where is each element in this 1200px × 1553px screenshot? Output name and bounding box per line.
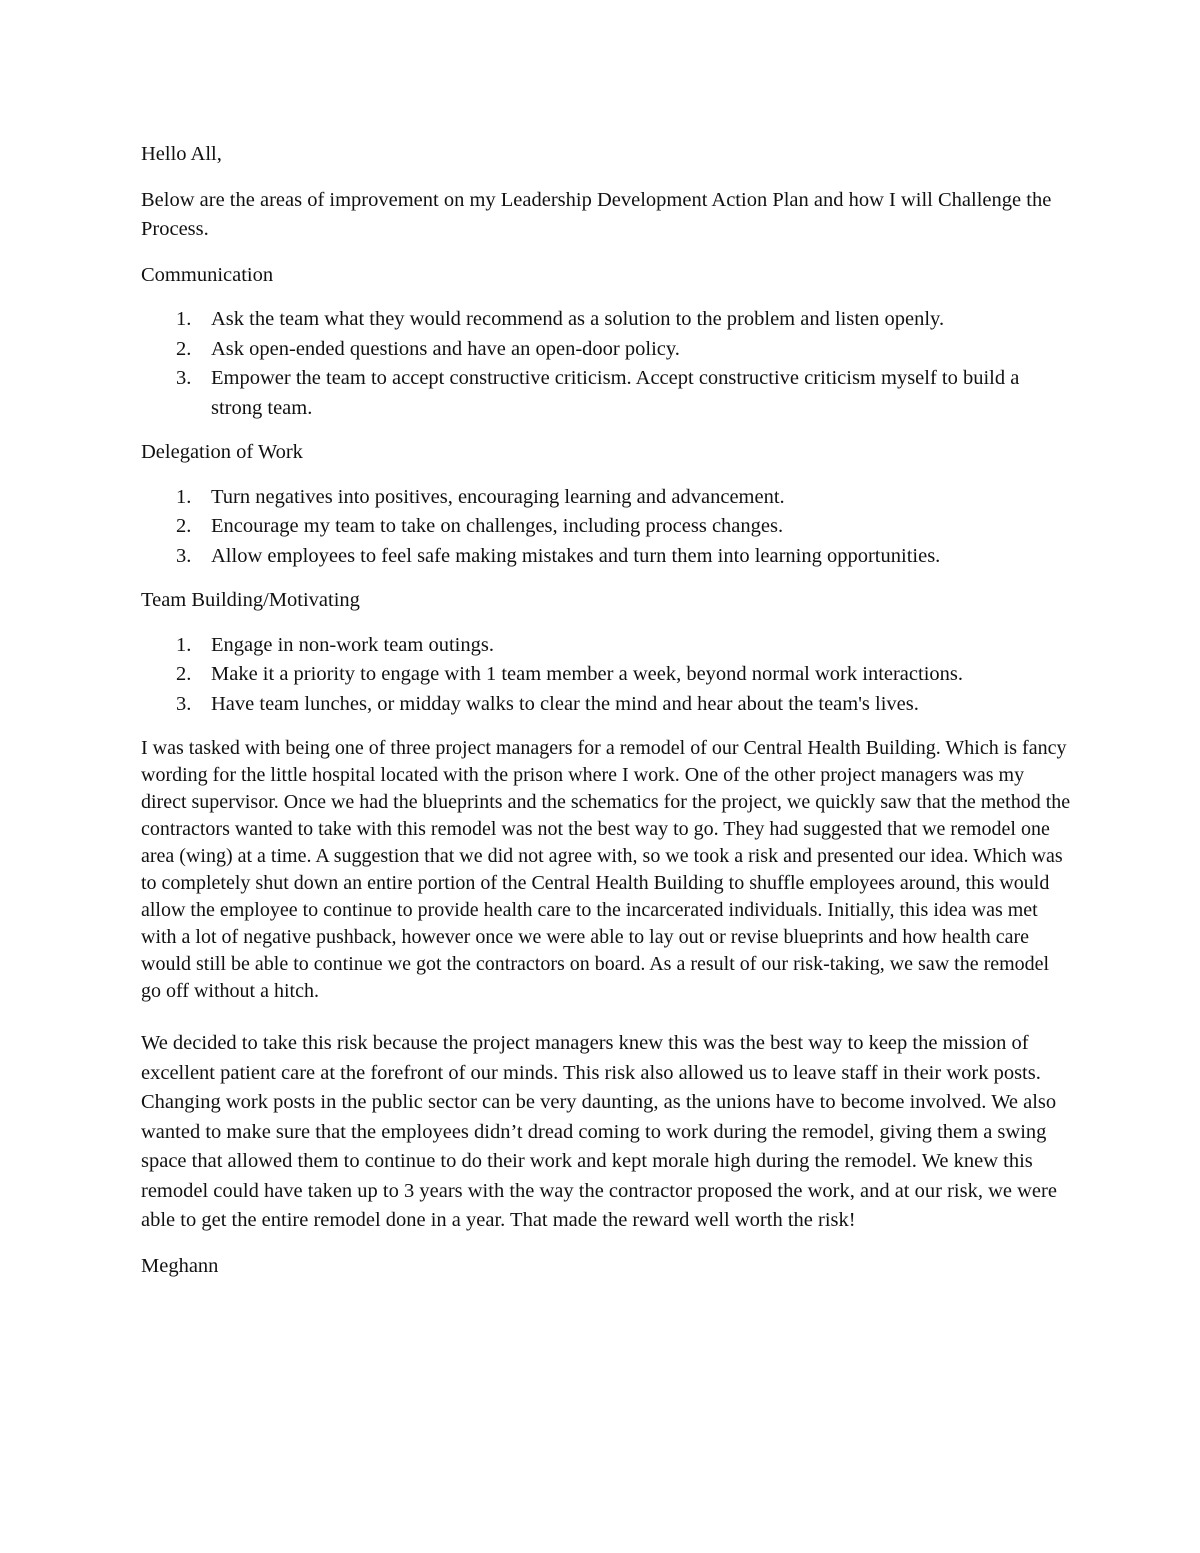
narrative-paragraph: I was tasked with being one of three project managers for a remodel of our Central Health Building. Which is fancy wording for the little hospital located with the prison where I work. One of the other project managers was my direct supervisor. Once we had the blueprints and the schematics for the project, we quickly saw that the method the contractors wanted to take with this remodel was not the best way to go. They had suggested that we remodel one area (wing) at a time. A suggestion that we did not agree with, so we took a risk and presented our idea. Which was to completely shut down an entire portion of the Central Health Building to shuffle employees around, this would allow the employee to continue to provide health care to the incarcerated individuals. Initially, this idea was met with a lot of negative pushback, however once we were able to lay out or revise blueprints and how health care would still be able to continue we got the contractors on board. As a result of our risk-taking, we saw the remodel go off without a hitch. [141, 737, 1071, 1002]
list-item-text: Engage in non-work team outings. [211, 633, 494, 656]
section-title-team-building: Team Building/Motivating [141, 589, 360, 611]
list-item-text: Make it a priority to engage with 1 team member a week, beyond normal work interactions. [211, 663, 964, 685]
list-item [141, 631, 1071, 661]
document-page [141, 140, 1071, 1281]
list-item-text: Ask open-ended questions and have an open-door policy. [211, 337, 680, 360]
list-item-number: 2. [176, 337, 192, 360]
list-item [141, 690, 1071, 720]
list-item [141, 512, 1071, 542]
list-item-number: 1. [176, 485, 192, 508]
list-item-number: 2. [176, 663, 192, 685]
closing-paragraph: We decided to take this risk because the project managers knew this was the best way to keep the mission of excellent patient care at the forefront of our minds. This risk also allowed us to leave staff in their work posts. Changing work posts in the public sector can be very daunting, as the unions have to become involved. We also wanted to make sure that the employees didn’t dread coming to work during the remodel, giving them a swing space that allowed them to continue to do their work and kept morale high during the remodel. We knew this remodel could have taken up to 3 years with the way the contractor proposed the work, and at our risk, we were able to get the entire remodel done in a year. That made the reward well worth the risk! [141, 1032, 1057, 1231]
list-item-number: 1. [176, 308, 192, 330]
list-item-text: Encourage my team to take on challenges, including process changes. [211, 515, 784, 537]
list-item-text: Empower the team to accept constructive criticism. Accept constructive criticism myself to build a strong team. [211, 367, 1020, 419]
section-title-communication: Communication [141, 263, 274, 286]
list-item-text: Turn negatives into positives, encouraging learning and advancement. [211, 485, 785, 508]
communication-list [141, 305, 1071, 423]
list-item-number: 3. [176, 367, 192, 389]
list-item [141, 305, 1071, 335]
delegation-list [141, 483, 1071, 572]
list-item-number: 1. [176, 633, 192, 656]
list-item-number: 3. [176, 692, 192, 715]
list-item-number: 2. [176, 515, 192, 537]
list-item [141, 364, 1071, 423]
list-item [141, 542, 1071, 572]
list-item [141, 483, 1071, 513]
section-title-delegation: Delegation of Work [141, 441, 303, 463]
team-building-list [141, 631, 1071, 720]
intro-paragraph: Below are the areas of improvement on my Leadership Development Action Plan and how I will Challenge the Process. [141, 188, 1052, 240]
list-item-text: Have team lunches, or midday walks to clear the mind and hear about the team's lives. [211, 692, 919, 715]
list-item [141, 660, 1071, 690]
greeting: Hello All, [141, 143, 222, 165]
list-item-text: Ask the team what they would recommend as a solution to the problem and listen openly. [211, 308, 945, 330]
list-item [141, 335, 1071, 365]
list-item-text: Allow employees to feel safe making mistakes and turn them into learning opportunities. [211, 544, 941, 567]
list-item-number: 3. [176, 544, 192, 567]
signature: Meghann [141, 1254, 219, 1277]
